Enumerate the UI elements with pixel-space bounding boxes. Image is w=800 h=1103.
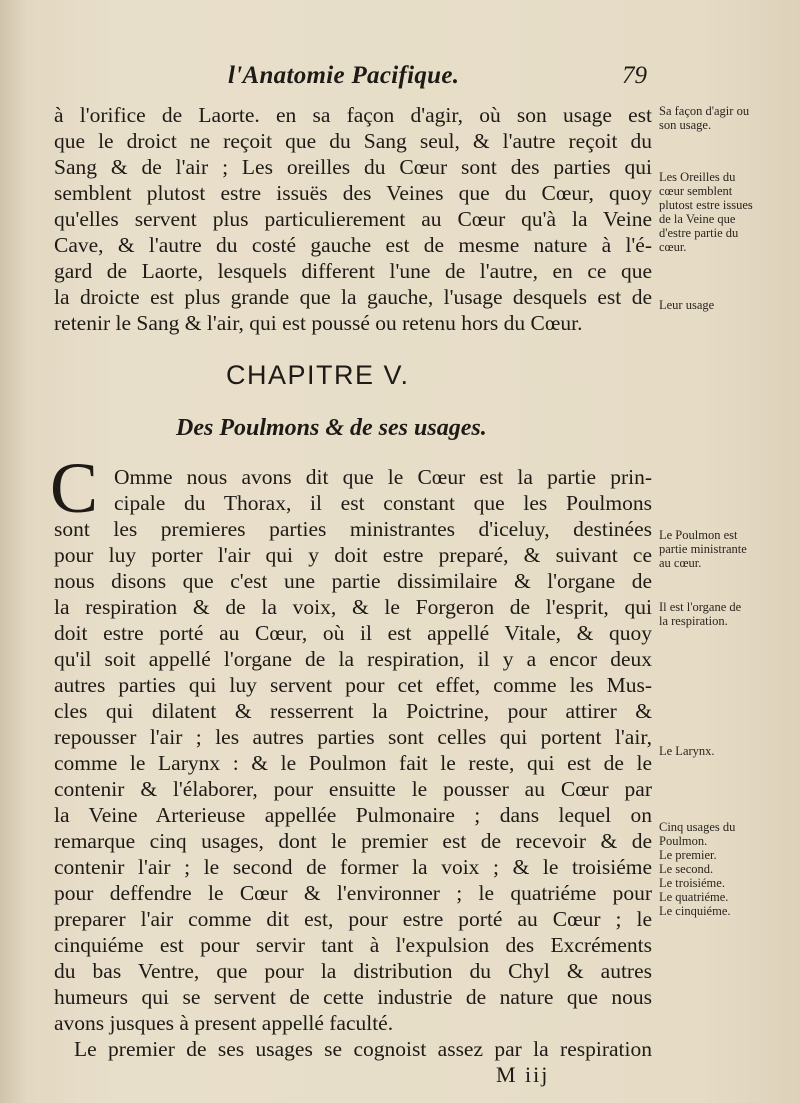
text-line: pour deffendre le Cœur & l'environner ; le quatriéme pour — [54, 881, 652, 905]
margin-note-line: de la Veine que — [659, 212, 736, 226]
text-block-previous-chapter — [54, 102, 652, 336]
margin-note — [659, 528, 794, 570]
margin-note-line: la respiration. — [659, 614, 728, 628]
text-line: semblent plutost estre issuës des Veines que du Cœur, quoy — [54, 181, 652, 205]
text-line: cles qui dilatent & resserrent la Poictrine, pour attirer & — [54, 699, 652, 723]
page-number: 79 — [622, 62, 647, 89]
text-line: gard de Laorte, lesquels different l'une de l'autre, en ce que — [54, 259, 652, 283]
margin-note-line: d'estre partie du — [659, 226, 739, 240]
text-line: que le droict ne reçoit que du Sang seul, & l'autre reçoit du — [54, 129, 652, 153]
chapter-subtitle: Des Poulmons & de ses usages. — [176, 415, 487, 441]
margin-note-line: Le Poulmon est — [659, 528, 738, 542]
margin-note-line: Sa façon d'agir ou — [659, 104, 750, 118]
text-line: qu'elles servent plus particulierement au Cœur qu'à la Veine — [54, 207, 652, 231]
chapter-heading: CHAPITRE V. — [226, 360, 410, 390]
text-line: remarque cinq usages, dont le premier est de recevoir & de — [54, 829, 652, 853]
text-line: contenir & l'élaborer, pour ensuitte le pousser au Cœur par — [54, 777, 652, 801]
text-line: avons jusques à present appellé faculté. — [54, 1011, 394, 1035]
margin-note-line: au cœur. — [659, 556, 702, 570]
catchword-signature: M iij — [496, 1062, 550, 1087]
margin-note-line: Le cinquiéme. — [659, 904, 731, 918]
margin-note-line: Le premier. — [659, 848, 717, 862]
text-line: cinquiéme est pour servir tant à l'expulsion des Excréments — [54, 933, 652, 957]
margin-note — [659, 104, 794, 132]
text-line: du bas Ventre, que pour la distribution du Chyl & autres — [54, 959, 652, 983]
text-line: humeurs qui se servent de cette industrie de nature que nous — [54, 985, 652, 1009]
text-line: preparer l'air comme dit est, pour estre porté au Cœur ; le — [54, 907, 652, 931]
text-line: cipale du Thorax, il est constant que les Poulmons — [114, 491, 652, 515]
text-line: la Veine Arterieuse appellée Pulmonaire ; dans lequel on — [54, 803, 652, 827]
text-block-chapter-v — [54, 464, 652, 1062]
margin-note-line: Le second. — [659, 862, 714, 876]
text-line: retenir le Sang & l'air, qui est poussé ou retenu hors du Cœur. — [54, 311, 583, 335]
text-line: comme le Larynx : & le Poulmon fait le reste, qui est de le — [54, 751, 652, 775]
margin-note-line: Le quatriéme. — [659, 890, 729, 904]
text-line: contenir l'air ; le second de former la voix ; & le troisiéme — [54, 855, 652, 879]
margin-note-line: cœur semblent — [659, 184, 733, 198]
text-line: doit estre porté au Cœur, où il est appellé Vitale, & quoy — [54, 621, 652, 645]
text-line: Omme nous avons dit que le Cœur est la partie prin- — [114, 465, 652, 489]
margin-note — [659, 744, 794, 758]
text-line: autres parties qui luy servent pour cet effet, comme les Mus- — [54, 673, 652, 697]
text-line: Cave, & l'autre du costé gauche est de mesme nature à l'é- — [54, 233, 652, 257]
text-line: à l'orifice de Laorte. en sa façon d'agir, où son usage est — [54, 103, 652, 127]
text-line: repousser l'air ; les autres parties sont celles qui portent l'air, — [54, 725, 652, 749]
text-line: qu'il soit appellé l'organe de la respiration, il y a encor deux — [54, 647, 652, 671]
margin-note-line: Il est l'organe de — [659, 600, 742, 614]
margin-note-line: Poulmon. — [659, 834, 708, 848]
text-line: la droicte est plus grande que la gauche, l'usage desquels est de — [54, 285, 652, 309]
margin-note — [659, 170, 794, 254]
text-line: Sang & de l'air ; Les oreilles du Cœur sont des parties qui — [54, 155, 652, 179]
margin-note-line: Cinq usages du — [659, 820, 736, 834]
margin-note-line: Le troisiéme. — [659, 876, 725, 890]
margin-note-line: Les Oreilles du — [659, 170, 736, 184]
margin-note — [659, 820, 794, 918]
text-line: la respiration & de la voix, & le Forgeron de l'esprit, qui — [54, 595, 652, 619]
margin-note-line: partie ministrante — [659, 542, 747, 556]
margin-note-line: cœur. — [659, 240, 687, 254]
text-line: Le premier de ses usages se cognoist assez par la respiration — [74, 1037, 652, 1061]
drop-cap: C — [50, 448, 99, 528]
margin-note — [659, 298, 794, 312]
margin-note-line: plutost estre issues — [659, 198, 753, 212]
text-line: pour luy porter l'air qui y doit estre preparé, & suivant ce — [54, 543, 652, 567]
text-line: sont les premieres parties ministrantes d'iceluy, destinées — [54, 517, 652, 541]
running-title: l'Anatomie Pacifique. — [228, 62, 460, 89]
page-header — [0, 62, 800, 96]
text-line: nous disons que c'est une partie dissimilaire & l'organe de — [54, 569, 652, 593]
margin-note-line: Leur usage — [659, 298, 715, 312]
margin-note-line: son usage. — [659, 118, 712, 132]
margin-note — [659, 600, 794, 628]
margin-note-line: Le Larynx. — [659, 744, 715, 758]
